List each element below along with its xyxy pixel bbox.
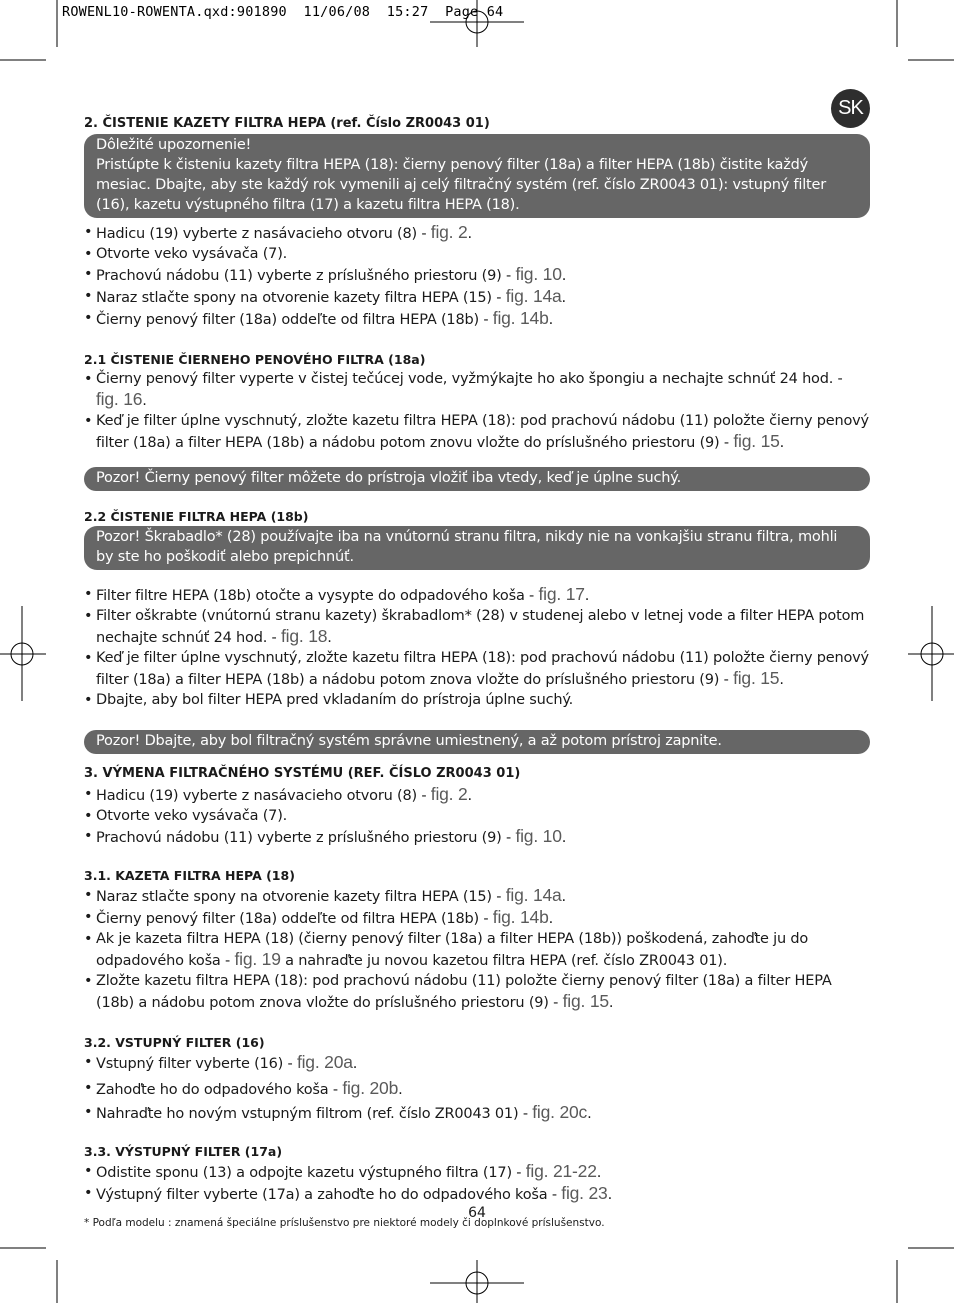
- list-item: • Ak je kazeta filtra HEPA (18) (čierny penový filter (18a) a filter HEPA (18b)) poškodená, zahoďte ju do odpadového koša - fig. 19 a nahraďte ju novou kazetou filtra HEPA (ref. číslo ZR0043 01).: [84, 929, 870, 971]
- figure-reference: fig. 18: [280, 626, 328, 646]
- note-text: Pozor! Dbajte, aby bol filtračný systém správne umiestnený, a až potom prístroj zapnite.: [96, 733, 722, 749]
- list-item: • Dbajte, aby bol filter HEPA pred vkladaním do prístroja úplne suchý.: [84, 690, 870, 710]
- figure-reference: fig. 15: [562, 991, 609, 1011]
- caution-note-box: [84, 730, 870, 754]
- figure-reference: fig. 14a: [505, 286, 562, 306]
- figure-reference: fig. 10: [515, 826, 562, 846]
- list-item: • Čierny penový filter (18a) oddeľte od filtra HEPA (18b) - fig. 14b.: [84, 907, 870, 929]
- figure-reference: fig. 14a: [505, 885, 562, 905]
- figure-reference: fig. 23: [561, 1183, 608, 1203]
- note-heading: Dôležité upozornenie!: [96, 137, 252, 153]
- list-item: • Výstupný filter vyberte (17a) a zahoďte ho do odpadového koša - fig. 23.: [84, 1183, 870, 1205]
- steps-list-2-2: [84, 584, 870, 710]
- list-item: • Naraz stlačte spony na otvorenie kazety filtra HEPA (15) - fig. 14a.: [84, 885, 870, 907]
- registration-mark-left: [0, 606, 46, 701]
- figure-reference: fig. 14b: [492, 308, 549, 328]
- list-item: • Otvorte veko vysávača (7).: [84, 806, 870, 826]
- figure-reference: fig. 15: [733, 431, 780, 451]
- list-item: • Prachovú nádobu (11) vyberte z príslušného priestoru (9) - fig. 10.: [84, 264, 870, 286]
- print-slug-line: ROWENL10-ROWENTA.qxd:901890 11/06/08 15:27 Page 64: [62, 4, 504, 20]
- page-number: 64: [468, 1205, 486, 1221]
- note-text: Pristúpte k čisteniu kazety filtra HEPA (18): čierny penový filter (18a) a filter HEPA (18b) čistite každý mesiac. Dbajte, aby ste každý rok vymenili aj celý filtračný systém (ref. číslo ZR0043 01): vstupný filter (16), kazetu výstupného filtra (17) a kazetu filtra HEPA (18).: [96, 157, 827, 213]
- list-item: • Filter oškrabte (vnútornú stranu kazety) škrabadlom* (28) v studenej alebo v letnej vode a filter HEPA potom nechajte schnúť 24 hod. - fig. 18.: [84, 606, 870, 648]
- caution-note-box: [84, 467, 870, 491]
- list-item: • Vstupný filter vyberte (16) - fig. 20a.: [84, 1052, 870, 1074]
- page-content: [84, 114, 870, 1229]
- figure-reference: fig. 20a: [296, 1052, 353, 1072]
- language-badge: SK: [831, 89, 870, 128]
- list-item: • Otvorte veko vysávača (7).: [84, 244, 870, 264]
- section-heading-2-2: 2.2 ČISTENIE FILTRA HEPA (18b): [84, 509, 309, 524]
- section-heading-3-2: 3.2. VSTUPNÝ FILTER (16): [84, 1035, 265, 1050]
- caution-note-box: [84, 526, 870, 570]
- steps-list-3-1: [84, 885, 870, 1013]
- steps-list-3-2: [84, 1052, 870, 1124]
- figure-reference: fig. 16: [96, 389, 143, 409]
- footnote: * Podľa modelu : znamená špeciálne príslušenstvo pre niektoré modely či doplnkové príslušenstvo.: [84, 1217, 605, 1229]
- figure-reference: fig. 15: [733, 668, 780, 688]
- list-item: • Zahoďte ho do odpadového koša - fig. 20b.: [84, 1078, 870, 1100]
- list-item: • Keď je filter úplne vyschnutý, zložte kazetu filtra HEPA (18): pod prachovú nádobu (11) položte čierny penový filter (18a) a filter HEPA (18b) a nádobu potom znova vložte do príslušného priestoru (9) - fig. 15.: [84, 648, 870, 690]
- note-text: Pozor! Škrabadlo* (28) používajte iba na vnútornú stranu filtra, nikdy nie na vonkajšiu stranu filtra, mohli by ste ho poškodiť alebo prepichnúť.: [96, 529, 838, 565]
- list-item: • Hadicu (19) vyberte z nasávacieho otvoru (8) - fig. 2.: [84, 784, 870, 806]
- list-item: • Odistite sponu (13) a odpojte kazetu výstupného filtra (17) - fig. 21-22.: [84, 1161, 870, 1183]
- steps-list-3-3: [84, 1161, 870, 1205]
- list-item: • Hadicu (19) vyberte z nasávacieho otvoru (8) - fig. 2.: [84, 222, 870, 244]
- section-heading-2: 2. ČISTENIE KAZETY FILTRA HEPA (ref. Číslo ZR0043 01): [84, 116, 490, 131]
- list-item: • Nahraďte ho novým vstupným filtrom (ref. číslo ZR0043 01) - fig. 20c.: [84, 1102, 870, 1124]
- registration-mark-right: [908, 606, 954, 701]
- figure-reference: fig. 20c: [532, 1102, 588, 1122]
- figure-reference: fig. 21-22: [525, 1161, 597, 1181]
- list-item: • Naraz stlačte spony na otvorenie kazety filtra HEPA (15) - fig. 14a.: [84, 286, 870, 308]
- list-item: • Keď je filter úplne vyschnutý, zložte kazetu filtra HEPA (18): pod prachovú nádobu (11) položte čierny penový filter (18a) a filter HEPA (18b) a nádobu potom znovu vložte do príslušného priestoru (9) - fig. 15.: [84, 411, 870, 453]
- section-heading-3-3: 3.3. VÝSTUPNÝ FILTER (17a): [84, 1144, 283, 1159]
- steps-list-3: [84, 784, 870, 848]
- figure-reference: fig. 20b: [342, 1078, 399, 1098]
- list-item: • Prachovú nádobu (11) vyberte z príslušného priestoru (9) - fig. 10.: [84, 826, 870, 848]
- section-heading-3-1: 3.1. KAZETA FILTRA HEPA (18): [84, 868, 295, 883]
- section-heading-2-1: 2.1 ČISTENIE ČIERNEHO PENOVÉHO FILTRA (18a): [84, 352, 426, 367]
- figure-reference: fig. 2: [430, 784, 468, 804]
- figure-reference: fig. 17: [538, 584, 585, 604]
- list-item: • Čierny penový filter vyperte v čistej tečúcej vode, vyžmýkajte ho ako špongiu a nechajte schnúť 24 hod. - fig. 16.: [84, 369, 870, 411]
- important-note-box: [84, 134, 870, 218]
- list-item: • Čierny penový filter (18a) oddeľte od filtra HEPA (18b) - fig. 14b.: [84, 308, 870, 330]
- section-heading-3: 3. VÝMENA FILTRAČNÉHO SYSTÉMU (REF. ČÍSLO ZR0043 01): [84, 766, 521, 781]
- figure-reference: fig. 2: [430, 222, 468, 242]
- list-item: • Zložte kazetu filtra HEPA (18): pod prachovú nádobu (11) položte čierny penový filter (18a) a filter HEPA (18b) a nádobu potom znova vložte do príslušného priestoru (9) - fig. 15.: [84, 971, 870, 1013]
- registration-mark-bottom: [430, 1260, 524, 1303]
- steps-list-2-1: [84, 369, 870, 453]
- list-item: • Filter filtre HEPA (18b) otočte a vysypte do odpadového koša - fig. 17.: [84, 584, 870, 606]
- figure-reference: fig. 10: [515, 264, 562, 284]
- steps-list-2: [84, 222, 870, 330]
- note-text: Pozor! Čierny penový filter môžete do prístroja vložiť iba vtedy, keď je úplne suchý.: [96, 470, 681, 486]
- figure-reference: fig. 19: [234, 949, 281, 969]
- figure-reference: fig. 14b: [492, 907, 549, 927]
